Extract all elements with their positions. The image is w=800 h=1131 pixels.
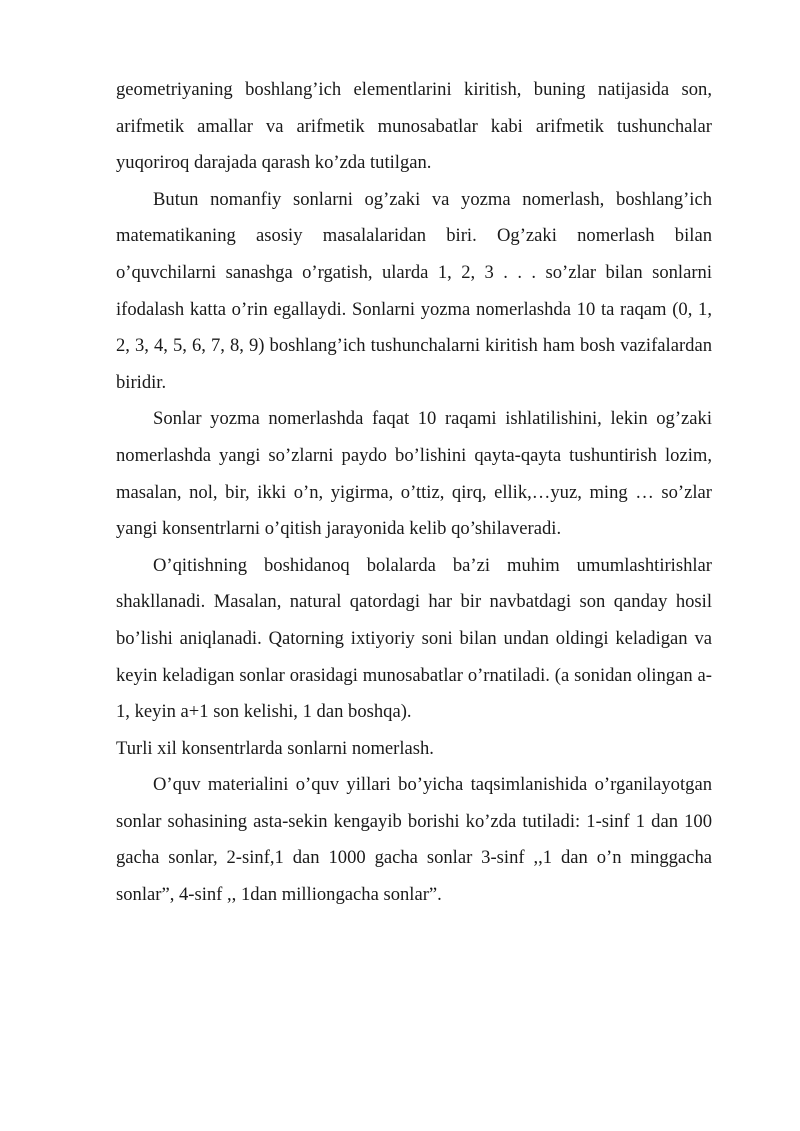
section-heading: Turli xil konsentrlarda sonlarni nomerlash.	[116, 737, 434, 759]
paragraph-grade-distribution: O’quv materialini o’quv yillari bo’yicha taqsimlanishida o’rganilayotgan sonlar sohasining asta-sekin kengayib borishi ko’zda tutiladi: 1-sinf 1 dan 100 gacha sonlar, 2-sinf,1 dan 1000 gacha sonlar 3-sinf ,,1 dan o’n minggacha sonlar”, 4-sinf ,, 1dan milliongacha sonlar”.	[116, 774, 712, 906]
document-page	[116, 72, 712, 914]
paragraph-continuation: geometriyaning boshlang’ich elementlarini kiritish, buning natijasida son, arifmetik amallar va arifmetik munosabatlar kabi arifmetik tushunchalar yuqoriroq darajada qarash ko’zda tutilgan.	[116, 79, 712, 174]
paragraph-numbering-overview: Butun nomanfiy sonlarni og’zaki va yozma nomerlash, boshlang’ich matematikaning asosiy masalalaridan biri. Og’zaki nomerlash bilan o’quvchilarni sanashga o’rgatish, ularda 1, 2, 3 . . . so’zlar bilan sonlarni ifodalash katta o’rin egallaydi. Sonlarni yozma nomerlashda 10 ta raqam (0, 1, 2, 3, 4, 5, 6, 7, 8, 9) boshlang’ich tushunchalarni kiritish ham bosh vazifalardan biridir.	[116, 188, 712, 393]
paragraph-generalizations: O’qitishning boshidanoq bolalarda ba’zi muhim umumlashtirishlar shakllanadi. Masalan, natural qatordagi har bir navbatdagi son qanday hosil bo’lishi aniqlanadi. Qatorning ixtiyoriy soni bilan undan oldingi keladigan va keyin keladigan sonlar orasidagi munosabatlar o’rnatiladi. (a sonidan olingan a-1, keyin a+1 son kelishi, 1 dan boshqa).	[116, 554, 712, 723]
paragraph-written-oral-numbering: Sonlar yozma nomerlashda faqat 10 raqami ishlatilishini, lekin og’zaki nomerlashda yangi so’zlarni paydo bo’lishini qayta-qayta tushuntirish lozim, masalan, nol, bir, ikki o’n, yigirma, o’ttiz, qirq, ellik,…yuz, ming … so’zlar yangi konsentrlarni o’qitish jarayonida kelib qo’shilaveradi.	[116, 408, 712, 540]
